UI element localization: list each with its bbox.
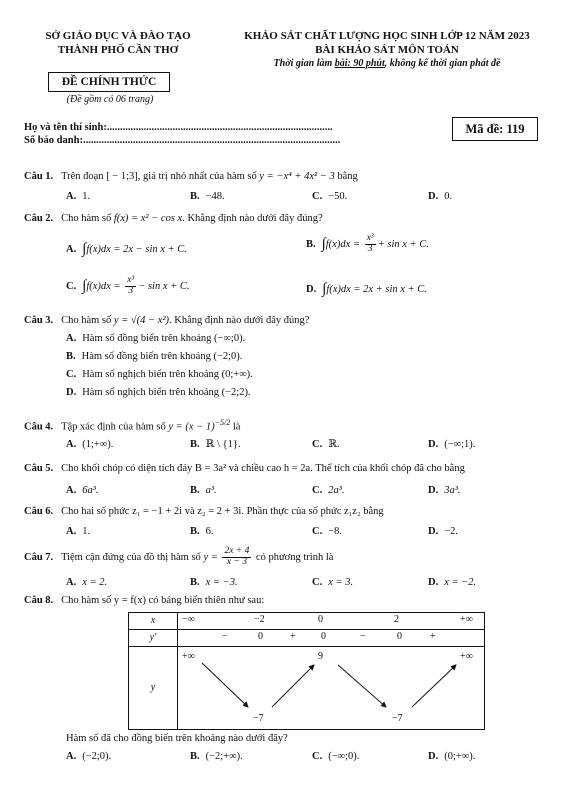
q6-option-d: D. −2. bbox=[428, 526, 459, 537]
exam-duration: Thời gian làm bài: 90 phút, không kể thời gian phát đề bbox=[273, 57, 501, 69]
zero-3: 0 bbox=[397, 631, 402, 642]
q8-option-d: D. (0;+∞). bbox=[428, 751, 476, 762]
arrow-increasing-2 bbox=[412, 665, 456, 707]
variation-arrows bbox=[178, 647, 484, 729]
row-label-y: y bbox=[129, 647, 178, 730]
variation-row-y bbox=[129, 647, 485, 730]
exam-code-box: Mã đề: 119 bbox=[452, 117, 538, 141]
q1-option-a: A. 1. bbox=[66, 191, 91, 202]
x-val-3: 0 bbox=[318, 614, 323, 625]
q2-option-a: A. ∫f(x)dx = 2x − sin x + C. bbox=[66, 241, 187, 257]
variation-row-derivative bbox=[129, 630, 485, 647]
q2-option-b: B. ∫f(x)dx = $\frac{\text{x³}}{3}$ + sin x + C. bbox=[306, 233, 429, 254]
q6-option-c: C. −8. bbox=[312, 526, 343, 537]
student-id-line: Số báo danh:.................................................................................................. bbox=[24, 135, 341, 146]
sign-1: − bbox=[222, 631, 228, 642]
exam-subject: BÀI KHẢO SÁT MÔN TOÁN bbox=[315, 43, 459, 56]
q4-option-b: B. ℝ \ {1}. bbox=[190, 439, 241, 450]
student-name-line: Họ và tên thí sinh:...................................................................................... bbox=[24, 122, 333, 133]
question-7: Câu 7. Tiệm cận đứng của đồ thị hàm số y = $\frac{2x + 4}{x - 3}$ có phương trình là bbox=[24, 546, 334, 567]
exam-title: KHẢO SÁT CHẤT LƯỢNG HỌC SINH LỚP 12 NĂM 2023 bbox=[244, 30, 530, 42]
question-8: Câu 8. Cho hàm số y = f(x) có bảng biến thiên như sau: bbox=[24, 595, 265, 606]
y-val-2: −7 bbox=[253, 713, 264, 724]
q1-option-c: C. −50. bbox=[312, 191, 348, 202]
q8-question: Hàm số đã cho đồng biến trên khoảng nào dưới đây? bbox=[66, 733, 288, 744]
question-5: Câu 5. Cho khối chóp có diện tích đáy B = 3a² và chiều cao h = 2a. Thể tích của khối chóp đã cho bằng bbox=[24, 463, 465, 474]
q6-option-a: A. 1. bbox=[66, 526, 91, 537]
row-label-x: x bbox=[129, 613, 178, 630]
q6-option-b: B. 6. bbox=[190, 526, 214, 537]
q8-option-c: C. (−∞;0). bbox=[312, 751, 360, 762]
y-val-1: +∞ bbox=[182, 651, 195, 662]
x-val-5: +∞ bbox=[460, 614, 473, 625]
x-val-4: 2 bbox=[394, 614, 399, 625]
school-department bbox=[18, 30, 218, 58]
arrow-decreasing-1 bbox=[202, 663, 248, 707]
student-name-label: Họ và tên thí sinh: bbox=[24, 122, 107, 133]
q1-option-d: D. 0. bbox=[428, 191, 453, 202]
student-id-label: Số báo danh: bbox=[24, 135, 83, 146]
q8-option-a: A. (−2;0). bbox=[66, 751, 112, 762]
q8-option-b: B. (−2;+∞). bbox=[190, 751, 243, 762]
q3-option-b: B. Hàm số đồng biến trên khoảng (−2;0). bbox=[66, 351, 243, 362]
question-3: Câu 3. Cho hàm số y = √(4 − x²). Khẳng định nào dưới đây đúng? bbox=[24, 315, 310, 326]
y-val-4: −7 bbox=[392, 713, 403, 724]
variation-table bbox=[128, 612, 485, 730]
arrow-increasing-1 bbox=[272, 665, 314, 707]
sign-2: + bbox=[290, 631, 296, 642]
q5-option-b: B. a³. bbox=[190, 485, 217, 496]
zero-2: 0 bbox=[321, 631, 326, 642]
variation-row-x bbox=[129, 613, 485, 630]
q7-option-b: B. x = −3. bbox=[190, 577, 238, 588]
y-val-3: 9 bbox=[318, 651, 323, 662]
zero-1: 0 bbox=[258, 631, 263, 642]
question-6: Câu 6. Cho hai số phức z₁ = −1 + 2i và z₂ = 2 + 3i. Phần thực của số phức z₁z₂ bằng bbox=[24, 506, 384, 517]
q7-option-d: D. x = −2. bbox=[428, 577, 477, 588]
q3-option-c: C. Hàm số nghịch biến trên khoảng (0;+∞). bbox=[66, 369, 253, 380]
sign-4: + bbox=[430, 631, 436, 642]
exam-header bbox=[232, 30, 542, 70]
q4-option-c: C. ℝ. bbox=[312, 439, 340, 450]
official-exam-box: ĐỀ CHÍNH THỨC bbox=[48, 72, 170, 92]
arrow-decreasing-2 bbox=[338, 665, 386, 707]
page-count-note: (Đề gồm có 06 trang) bbox=[66, 94, 154, 105]
q2-option-d: D. ∫f(x)dx = 2x + sin x + C. bbox=[306, 281, 427, 297]
q7-option-a: A. x = 2. bbox=[66, 577, 108, 588]
department-line-2: THÀNH PHỐ CẦN THƠ bbox=[57, 43, 179, 56]
question-2: Câu 2. Cho hàm số f(x) = x² − cos x. Khẳng định nào dưới đây đúng? bbox=[24, 213, 323, 224]
q3-option-a: A. Hàm số đồng biến trên khoảng (−∞;0). bbox=[66, 333, 246, 344]
q2-option-c: C. ∫f(x)dx = $\frac{\text{x³}}{3}$ − sin x + C. bbox=[66, 275, 190, 296]
x-val-1: −∞ bbox=[182, 614, 195, 625]
q4-option-a: A. (1;+∞). bbox=[66, 439, 114, 450]
q7-option-c: C. x = 3. bbox=[312, 577, 354, 588]
q5-option-a: A. 6a³. bbox=[66, 485, 99, 496]
q3-option-d: D. Hàm số nghịch biến trên khoảng (−2;2). bbox=[66, 387, 251, 398]
department-line-1: SỞ GIÁO DỤC VÀ ĐÀO TẠO bbox=[45, 30, 191, 42]
q1-option-b: B. −48. bbox=[190, 191, 225, 202]
q5-option-d: D. 3a³. bbox=[428, 485, 461, 496]
question-4: Câu 4. Tập xác định của hàm số $y = (x - 1)^{-5/2}$ là bbox=[24, 418, 241, 433]
q5-option-c: C. 2a³. bbox=[312, 485, 345, 496]
question-1: Câu 1. Trên đoạn [ − 1;3], giá trị nhỏ nhất của hàm số y = −x⁴ + 4x² − 3 bằng bbox=[24, 171, 358, 182]
row-label-derivative: y′ bbox=[129, 630, 178, 647]
x-val-2: −2 bbox=[254, 614, 265, 625]
q4-option-d: D. (−∞;1). bbox=[428, 439, 476, 450]
sign-3: − bbox=[360, 631, 366, 642]
y-val-5: +∞ bbox=[460, 651, 473, 662]
